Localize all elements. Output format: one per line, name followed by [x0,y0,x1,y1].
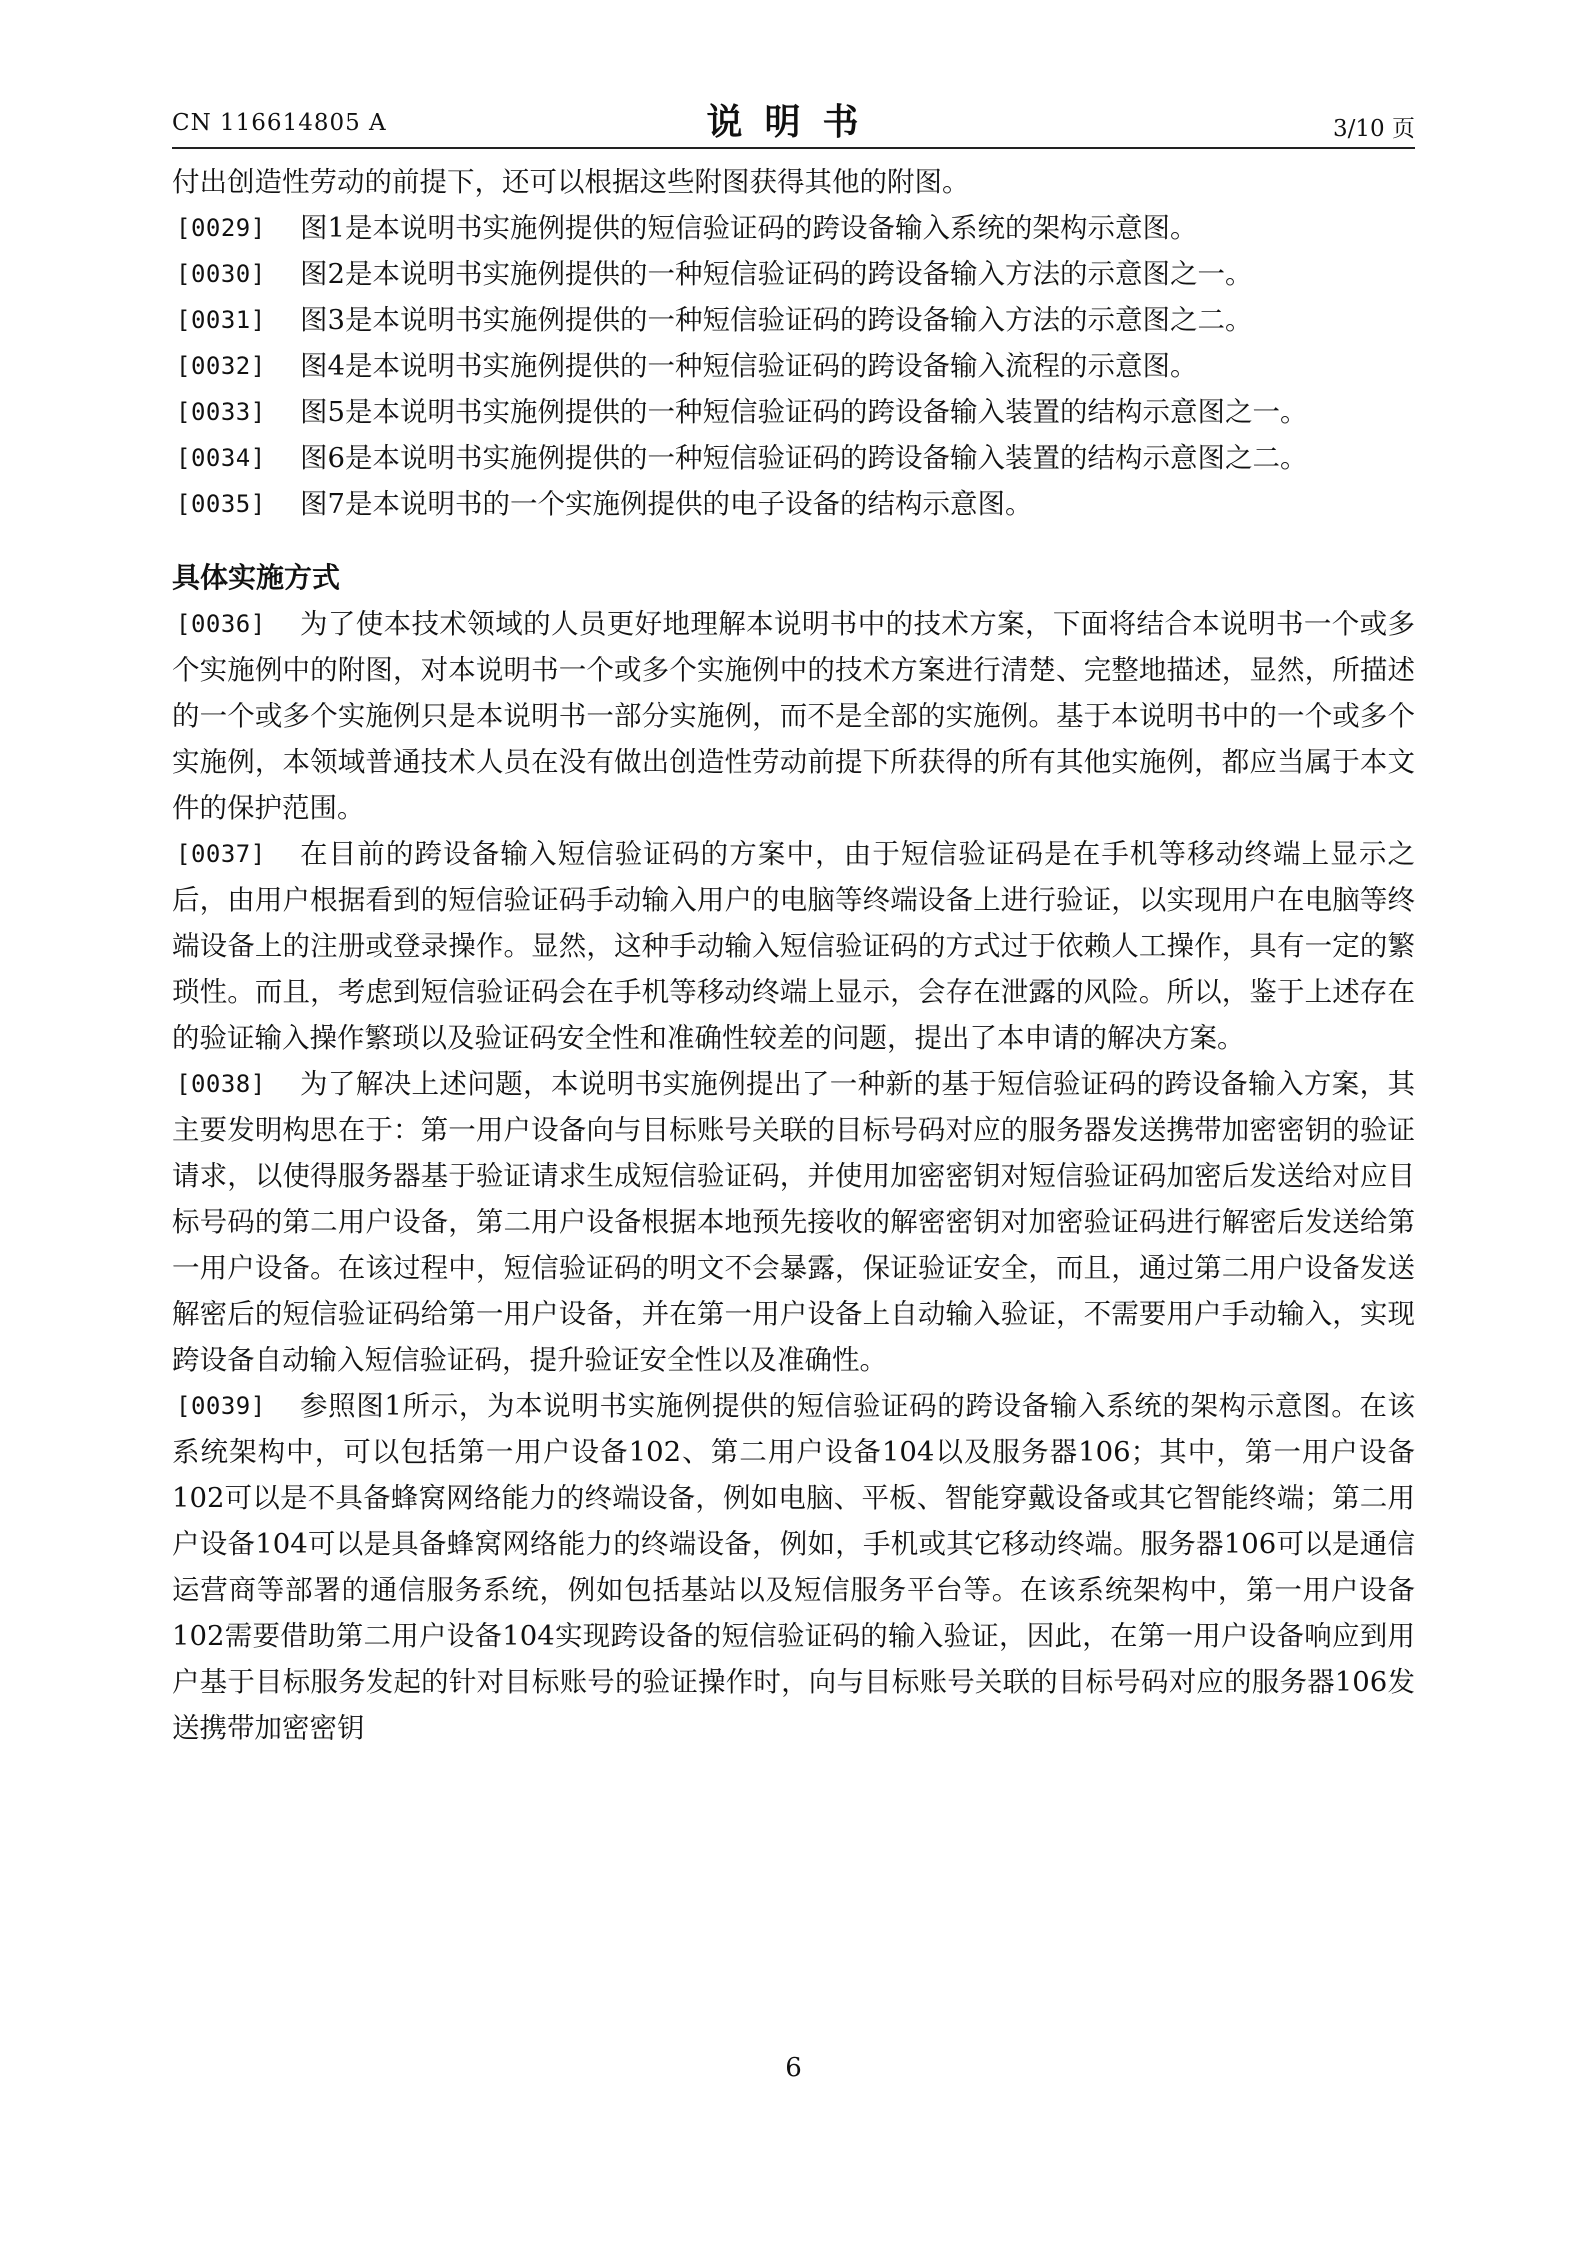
figure-item-0029 [172,205,1415,251]
paragraph-text: 图3是本说明书实施例提供的一种短信验证码的跨设备输入方法的示意图之二。 [300,304,1253,336]
paragraph-number: [0036] [176,610,266,638]
paragraph-number: [0034] [176,444,266,472]
paragraph-text: 图7是本说明书的一个实施例提供的电子设备的结构示意图。 [300,488,1033,520]
figure-item-0030 [172,251,1415,297]
figure-item-0035 [172,481,1415,527]
paragraph-text: 图6是本说明书实施例提供的一种短信验证码的跨设备输入装置的结构示意图之二。 [300,442,1308,474]
paragraph-text: 图4是本说明书实施例提供的一种短信验证码的跨设备输入流程的示意图。 [300,350,1198,382]
section-title: 具体实施方式 [172,561,341,594]
paragraph-text: 图5是本说明书实施例提供的一种短信验证码的跨设备输入装置的结构示意图之一。 [300,396,1308,428]
page-indicator: 3/10 页 [1333,116,1415,142]
figure-item-0031 [172,297,1415,343]
paragraph-text: 参照图1所示，为本说明书实施例提供的短信验证码的跨设备输入系统的架构示意图。在该系统架构中，可以包括第一用户设备102、第二用户设备104以及服务器106；其中，第一用户设备102可以是不具备蜂窝网络能力的终端设备，例如电脑、平板、智能穿戴设备或其它智能终端；第二用户设备104可以是具备蜂窝网络能力的终端设备，例如，手机或其它移动终端。服务器106可以是通信运营商等部署的通信服务系统，例如包括基站以及短信服务平台等。在该系统架构中，第一用户设备102需要借助第二用户设备104实现跨设备的短信验证码的输入验证，因此，在第一用户设备响应到用户基于目标服务发起的针对目标账号的验证操作时，向与目标账号关联的目标号码对应的服务器106发送携带加密密钥 [172,1390,1415,1744]
header-rule [172,147,1415,149]
carry-over-text: 付出创造性劳动的前提下，还可以根据这些附图获得其他的附图。 [172,166,970,198]
paragraph-number: [0033] [176,398,266,426]
figure-item-0032 [172,343,1415,389]
paragraph-number: [0030] [176,260,266,288]
paragraph-text: 图2是本说明书实施例提供的一种短信验证码的跨设备输入方法的示意图之一。 [300,258,1253,290]
paragraph-text: 图1是本说明书实施例提供的短信验证码的跨设备输入系统的架构示意图。 [300,212,1198,244]
patent-number: CN 116614805 A [172,110,387,136]
paragraph-number: [0029] [176,214,266,242]
paragraph-number: [0035] [176,490,266,518]
figure-item-0034 [172,435,1415,481]
paragraph-number: [0032] [176,352,266,380]
paragraph-number: [0038] [176,1070,266,1098]
figure-item-0033 [172,389,1415,435]
paragraph-number: [0031] [176,306,266,334]
paragraph-0037 [172,831,1415,1061]
paragraph-number: [0037] [176,840,266,868]
paragraph-0039 [172,1383,1415,1751]
document-body [172,159,1415,1751]
paragraph-number: [0039] [176,1392,266,1420]
paragraph-0036 [172,601,1415,831]
paragraph-text: 为了使本技术领域的人员更好地理解本说明书中的技术方案，下面将结合本说明书一个或多个实施例中的附图，对本说明书一个或多个实施例中的技术方案进行清楚、完整地描述，显然，所描述的一个或多个实施例只是本说明书一部分实施例，而不是全部的实施例。基于本说明书中的一个或多个实施例，本领域普通技术人员在没有做出创造性劳动前提下所获得的所有其他实施例，都应当属于本文件的保护范围。 [172,608,1415,824]
page-header [172,94,1415,144]
paragraph-text: 为了解决上述问题，本说明书实施例提出了一种新的基于短信验证码的跨设备输入方案，其主要发明构思在于：第一用户设备向与目标账号关联的目标号码对应的服务器发送携带加密密钥的验证请求，以使得服务器基于验证请求生成短信验证码，并使用加密密钥对短信验证码加密后发送给对应目标号码的第二用户设备，第二用户设备根据本地预先接收的解密密钥对加密验证码进行解密后发送给第一用户设备。在该过程中，短信验证码的明文不会暴露，保证验证安全，而且，通过第二用户设备发送解密后的短信验证码给第一用户设备，并在第一用户设备上自动输入验证，不需要用户手动输入，实现跨设备自动输入短信验证码，提升验证安全性以及准确性。 [172,1068,1415,1376]
document-title: 说明书 [706,102,881,143]
paragraph-0038 [172,1061,1415,1383]
page-number: 6 [785,2053,802,2083]
paragraph-text: 在目前的跨设备输入短信验证码的方案中，由于短信验证码是在手机等移动终端上显示之后，由用户根据看到的短信验证码手动输入用户的电脑等终端设备上进行验证，以实现用户在电脑等终端设备上的注册或登录操作。显然，这种手动输入短信验证码的方式过于依赖人工操作，具有一定的繁琐性。而且，考虑到短信验证码会在手机等移动终端上显示，会存在泄露的风险。所以，鉴于上述存在的验证输入操作繁琐以及验证码安全性和准确性较差的问题，提出了本申请的解决方案。 [172,838,1415,1054]
